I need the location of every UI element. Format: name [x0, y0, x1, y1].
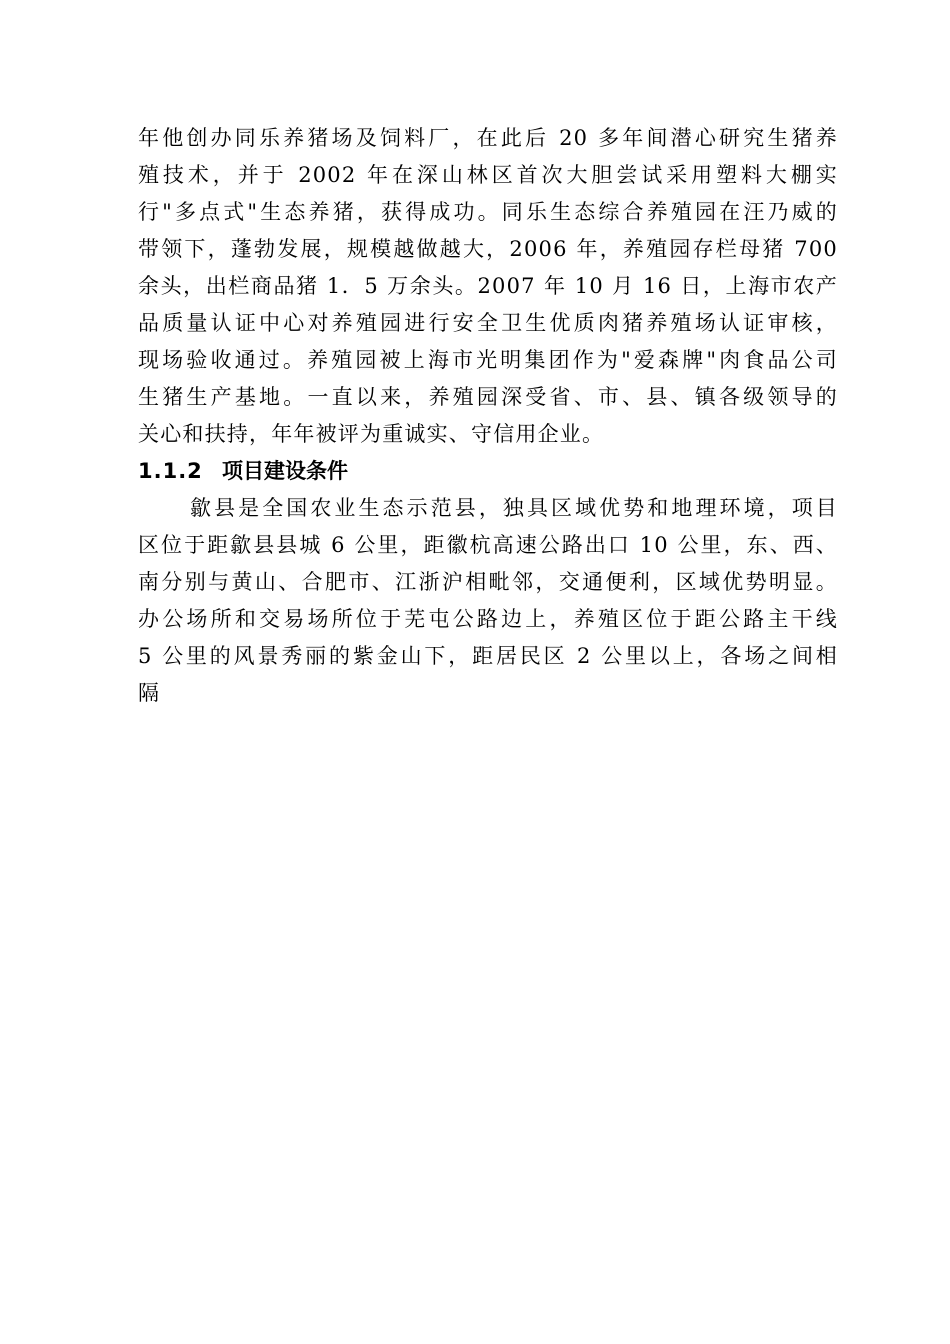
paragraph-line: 行"多点式"生态养猪，获得成功。同乐生态综合养殖园在汪乃威的	[138, 200, 838, 224]
paragraph-line: 品质量认证中心对养殖园进行安全卫生优质肉猪养殖场认证审核，	[138, 311, 838, 335]
paragraph-line: 余头，出栏商品猪 1．5 万余头。2007 年 10 月 16 日，上海市农产	[138, 274, 838, 298]
paragraph-line: 关心和扶持，年年被评为重诚实、守信用企业。	[138, 422, 605, 446]
paragraph-line: 现场验收通过。养殖园被上海市光明集团作为"爱森牌"肉食品公司	[138, 348, 838, 372]
paragraph-line: 区位于距歙县县城 6 公里，距徽杭高速公路出口 10 公里，东、西、	[138, 533, 838, 557]
paragraph-line: 生猪生产基地。一直以来，养殖园深受省、市、县、镇各级领导的	[138, 385, 838, 409]
paragraph-history	[138, 120, 838, 712]
paragraph-line: 5 公里的风景秀丽的紫金山下，距居民区 2 公里以上，各场之间相	[138, 644, 838, 668]
paragraph-line: 带领下，蓬勃发展，规模越做越大，2006 年，养殖园存栏母猪 700	[138, 237, 838, 261]
section-heading	[138, 453, 838, 490]
paragraph-line: 隔	[138, 681, 161, 705]
paragraph-line: 年他创办同乐养猪场及饲料厂，在此后 20 多年间潜心研究生猪养	[138, 126, 838, 150]
paragraph-line: 南分别与黄山、合肥市、江浙沪相毗邻，交通便利，区域优势明显。	[138, 570, 838, 594]
section-number: 1.1.2	[138, 459, 203, 483]
section-title: 项目建设条件	[222, 459, 348, 483]
paragraph-line: 办公场所和交易场所位于芜屯公路边上，养殖区位于距公路主干线	[138, 607, 838, 631]
paragraph-line: 歙县是全国农业生态示范县，独具区域优势和地理环境，项目	[190, 496, 838, 520]
paragraph-line: 殖技术，并于 2002 年在深山林区首次大胆尝试采用塑料大棚实	[138, 163, 838, 187]
